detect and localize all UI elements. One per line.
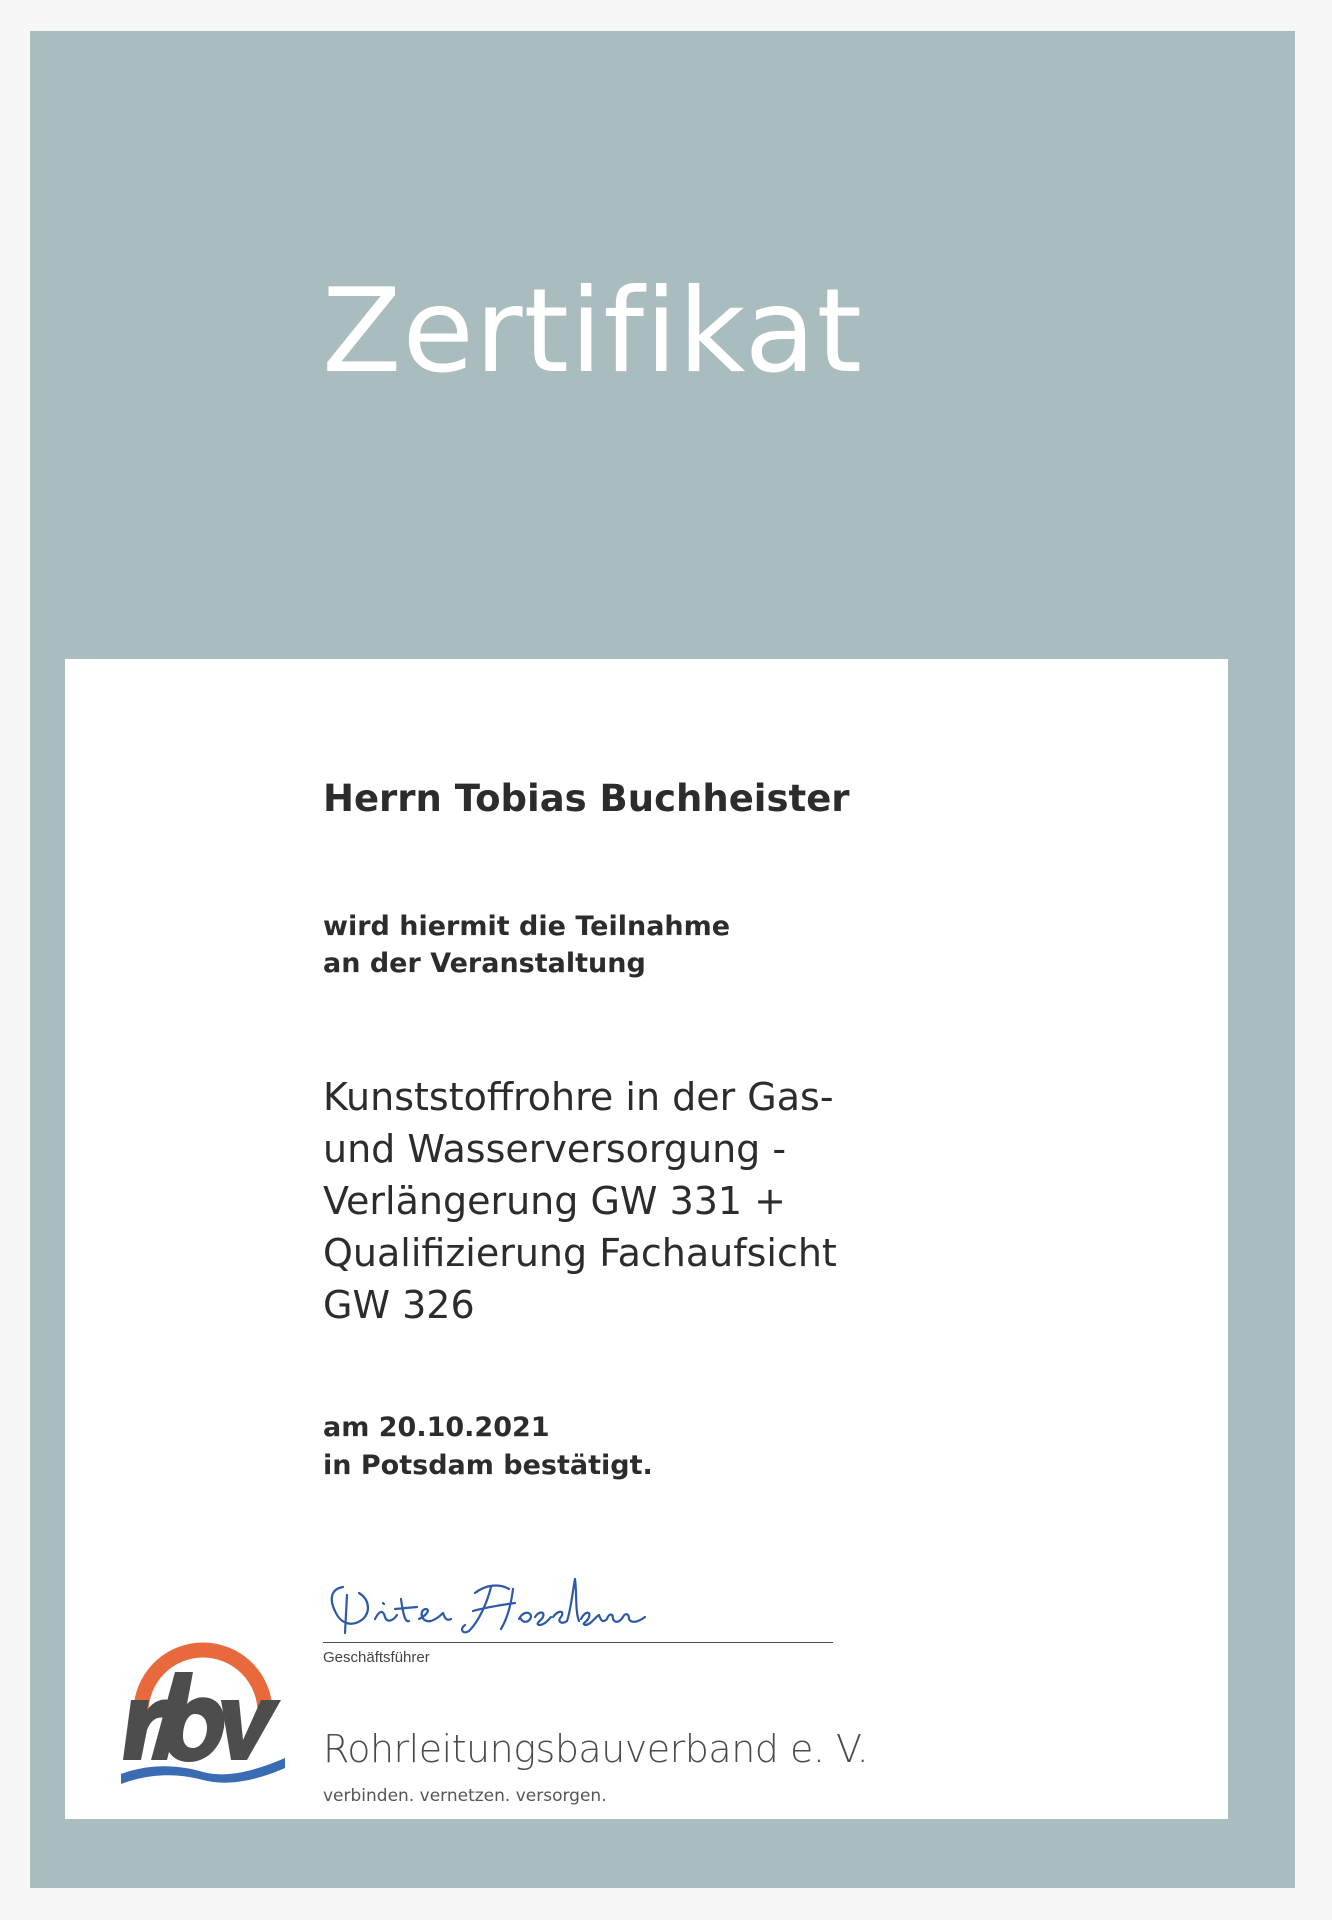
organization-slogan: verbinden. vernetzen. versorgen. <box>323 1786 607 1806</box>
recipient-name: Herrn Tobias Buchheister <box>323 777 850 820</box>
course-line: Qualifizierung Fachaufsicht <box>323 1231 837 1275</box>
confirmation-date: am 20.10.2021 <box>323 1412 550 1443</box>
intro-line: an der Veranstaltung <box>323 948 646 979</box>
organization-name: Rohrleitungsbauverband e. V. <box>323 1727 869 1771</box>
course-title <box>323 1071 837 1331</box>
signature-line <box>323 1642 833 1643</box>
certificate-frame <box>30 31 1295 1888</box>
course-line: und Wasserversorgung - <box>323 1127 787 1171</box>
certificate-body <box>65 659 1228 1819</box>
course-line: Verlängerung GW 331 + <box>323 1179 787 1223</box>
signer-role: Geschäftsführer <box>323 1649 430 1666</box>
rbv-logo <box>113 1634 293 1794</box>
confirmation-text <box>323 1409 653 1485</box>
course-line: GW 326 <box>323 1283 475 1327</box>
intro-text <box>323 908 730 982</box>
signature-image <box>323 1559 653 1639</box>
confirmation-place: in Potsdam bestätigt. <box>323 1450 653 1481</box>
intro-line: wird hiermit die Teilnahme <box>323 911 731 942</box>
certificate-title: Zertifikat <box>322 264 864 399</box>
course-line: Kunststoffrohre in der Gas- <box>323 1075 834 1119</box>
